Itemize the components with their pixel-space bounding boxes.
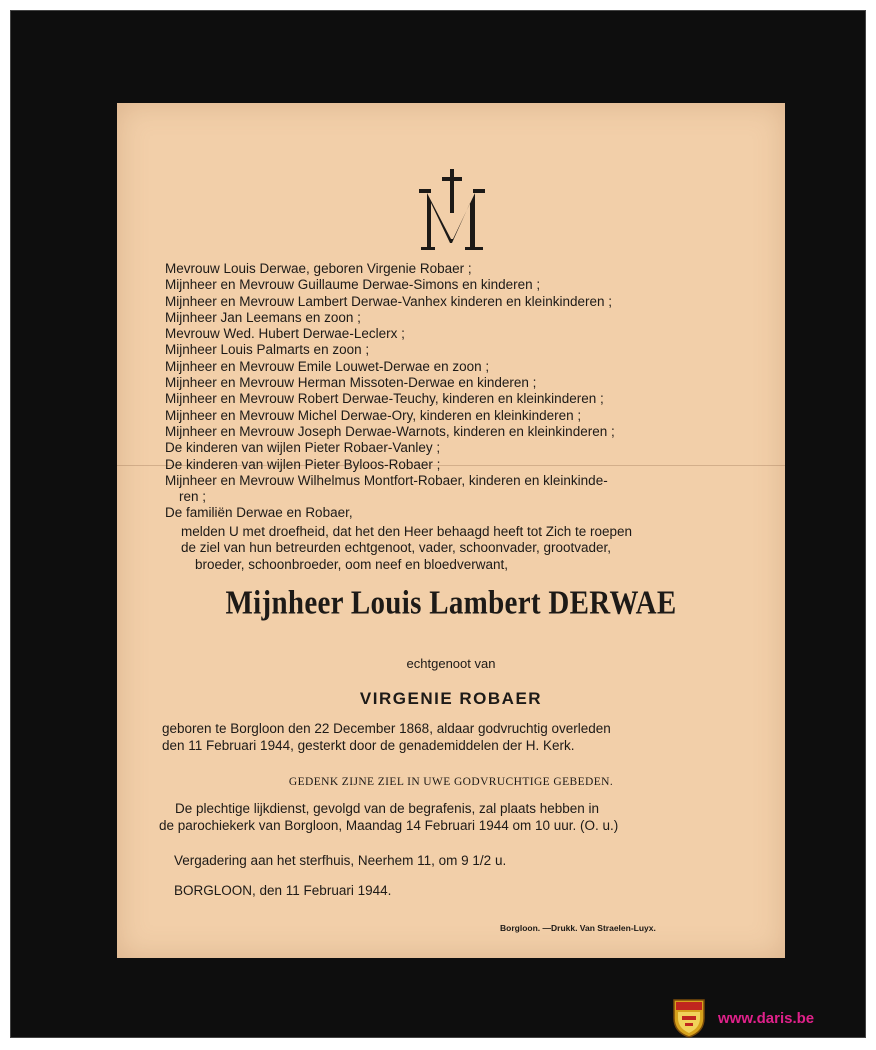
funeral-service-details	[159, 800, 727, 834]
deceased-name: Mijnheer Louis Lambert DERWAE	[225, 584, 677, 622]
announcement-message	[181, 524, 733, 573]
message-line: broeder, schoonbroeder, oom neef en bloedverwant,	[195, 556, 508, 572]
mourner-line: Mevrouw Louis Derwae, geboren Virgenie Robaer ;	[165, 261, 472, 276]
mourner-line: De familiën Derwae en Robaer,	[165, 505, 353, 521]
mourner-line: Mijnheer en Mevrouw Herman Missoten-Derwae en kinderen ;	[165, 375, 537, 391]
service-line: de parochiekerk van Borgloon, Maandag 14 Februari 1944 om 10 uur. (O. u.)	[159, 818, 619, 833]
mourner-line: Mijnheer en Mevrouw Robert Derwae-Teuchy, kinderen en kleinkinderen ;	[165, 391, 604, 407]
mourner-line: De kinderen van wijlen Pieter Robaer-Vanley ;	[165, 440, 441, 456]
detail-line: geboren te Borgloon den 22 December 1868, aldaar godvruchtig overleden	[162, 721, 611, 736]
marian-monogram-icon	[417, 169, 489, 251]
mourner-line: Mijnheer Jan Leemans en zoon ;	[165, 309, 361, 325]
message-line: de ziel van hun betreurden echtgenoot, vader, schoonvader, grootvader,	[181, 540, 612, 556]
spouse-intro: echtgenoot van	[406, 656, 496, 671]
remembrance-line: GEDENK ZIJNE ZIEL IN UWE GODVRUCHTIGE GEBEDEN.	[288, 776, 614, 788]
coat-of-arms-icon	[672, 996, 706, 1038]
mourner-line: Mijnheer en Mevrouw Wilhelmus Montfort-Robaer, kinderen en kleinkinde-	[165, 472, 608, 488]
mourner-line: De kinderen van wijlen Pieter Byloos-Robaer ;	[165, 456, 441, 472]
printer-imprint: Borgloon. —Drukk. Van Straelen-Luyx.	[500, 923, 656, 933]
detail-line: den 11 Februari 1944, gesterkt door de genademiddelen der H. Kerk.	[162, 737, 575, 753]
message-line: melden U met droefheid, dat het den Heer behaagd heeft tot Zich te roepen	[181, 524, 633, 539]
mourners-list	[165, 261, 740, 522]
service-line: De plechtige lijkdienst, gevolgd van de begrafenis, zal plaats hebben in	[175, 801, 600, 816]
gathering-notice: Vergadering aan het sterfhuis, Neerhem 11, om 9 1/2 u.	[174, 853, 507, 868]
mourner-line: ren ;	[179, 489, 207, 505]
memorial-card	[117, 103, 785, 958]
mourner-line: Mijnheer Louis Palmarts en zoon ;	[165, 342, 370, 358]
mourner-line: Mijnheer en Mevrouw Lambert Derwae-Vanhex kinderen en kleinkinderen ;	[165, 293, 612, 309]
spouse-name: VIRGENIE ROBAER	[359, 689, 543, 708]
mourner-line: Mijnheer en Mevrouw Emile Louwet-Derwae en zoon ;	[165, 358, 490, 374]
place-and-date: BORGLOON, den 11 Februari 1944.	[174, 883, 392, 898]
mourner-line: Mijnheer en Mevrouw Guillaume Derwae-Simons en kinderen ;	[165, 277, 541, 293]
watermark-url[interactable]: www.daris.be	[718, 1010, 815, 1027]
mourner-line: Mevrouw Wed. Hubert Derwae-Leclerx ;	[165, 326, 405, 342]
birth-death-details	[162, 721, 728, 754]
mourner-line: Mijnheer en Mevrouw Michel Derwae-Ory, kinderen en kleinkinderen ;	[165, 407, 582, 423]
site-watermark	[672, 996, 862, 1040]
mourner-line: Mijnheer en Mevrouw Joseph Derwae-Warnots, kinderen en kleinkinderen ;	[165, 423, 615, 439]
